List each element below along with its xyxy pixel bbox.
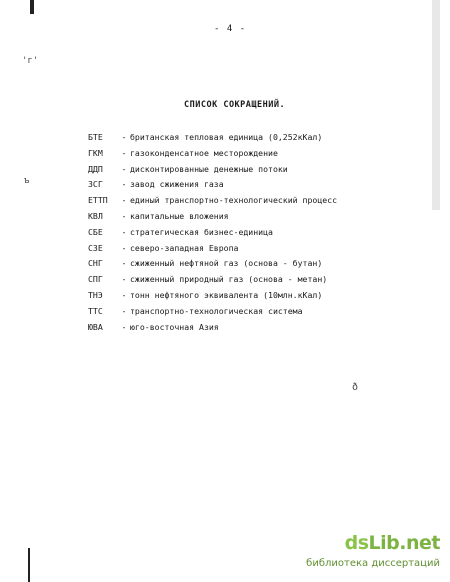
abbreviation-definition: единый транспортно-технологический процесс: [130, 195, 338, 206]
abbreviation-code: ЗСГ: [88, 179, 103, 190]
abbreviation-code: ДДП: [88, 163, 103, 174]
list-item: [88, 130, 337, 146]
dash: -: [121, 274, 127, 285]
scan-edge-bottom-left: [28, 548, 30, 582]
abbreviation-definition: сжиженный нефтяной газ (основа - бутан): [130, 258, 323, 269]
logo-net: .net: [399, 532, 440, 554]
logo-wordmark: [345, 532, 440, 554]
abbreviation-definition: стратегическая бизнес-единица: [130, 226, 273, 237]
list-item: [88, 209, 337, 225]
list-item: [88, 225, 337, 241]
list-item: [88, 288, 337, 304]
abbreviation-code: ТТС: [88, 305, 103, 316]
list-item: [88, 146, 337, 162]
abbreviation-list: [88, 130, 337, 335]
abbreviation-definition: британская тепловая единица (0,252кКал): [130, 132, 323, 142]
abbreviation-code: ГКМ: [88, 147, 103, 158]
list-item: [88, 177, 337, 193]
dash: -: [121, 242, 127, 253]
abbreviation-definition: дисконтированные денежные потоки: [130, 163, 288, 174]
dash: -: [121, 179, 127, 190]
margin-mark: ð: [352, 382, 359, 393]
dslib-watermark-logo[interactable]: [306, 532, 444, 572]
dash: -: [121, 210, 127, 221]
list-item: [88, 241, 337, 257]
abbreviation-definition: юго-восточная Азия: [130, 321, 219, 332]
list-item: [88, 162, 337, 178]
dash: -: [121, 226, 127, 237]
abbreviation-code: ТНЭ: [88, 289, 103, 300]
dash: -: [121, 147, 127, 158]
list-item: [88, 320, 337, 336]
list-item: [88, 272, 337, 288]
margin-mark: 'г': [22, 56, 39, 66]
list-item: [88, 193, 337, 209]
abbreviation-definition: капитальные вложения: [130, 210, 229, 221]
abbreviation-code: СБЕ: [88, 226, 103, 237]
logo-subtitle: библиотека диссертаций: [306, 558, 440, 569]
abbreviation-definition: транспортно-технологическая система: [130, 305, 303, 316]
scan-edge-top: [30, 0, 34, 14]
abbreviation-code: СПГ: [88, 274, 103, 285]
dash: -: [121, 305, 127, 316]
dash: -: [121, 163, 127, 174]
abbreviation-definition: сжиженный природный газ (основа - метан): [130, 274, 328, 285]
dash: -: [121, 132, 127, 142]
page-title: СПИСОК СОКРАЩЕНИЙ.: [184, 100, 286, 110]
logo-lib: Lib: [368, 532, 400, 554]
abbreviation-definition: газоконденсатное месторождение: [130, 147, 278, 158]
dash: -: [121, 321, 127, 332]
abbreviation-definition: северо-западная Европа: [130, 242, 239, 253]
abbreviation-definition: тонн нефтяного эквивалента (10млн.кКал): [130, 289, 323, 300]
logo-ds: ds: [344, 532, 369, 554]
dash: -: [121, 258, 127, 269]
abbreviation-code: БТЕ: [88, 132, 103, 142]
dash: -: [121, 195, 127, 206]
abbreviation-code: СЗЕ: [88, 242, 103, 253]
list-item: [88, 256, 337, 272]
scan-edge-right: [432, 0, 440, 210]
abbreviation-code: ЕТТП: [88, 195, 108, 206]
list-item: [88, 304, 337, 320]
abbreviation-code: СНГ: [88, 258, 103, 269]
abbreviation-definition: завод сжижения газа: [130, 179, 224, 190]
abbreviation-code: КВЛ: [88, 210, 103, 221]
abbreviation-code: ЮВА: [88, 321, 103, 332]
dash: -: [121, 289, 127, 300]
page-number: - 4 -: [214, 24, 247, 34]
margin-mark: ъ: [24, 176, 30, 186]
